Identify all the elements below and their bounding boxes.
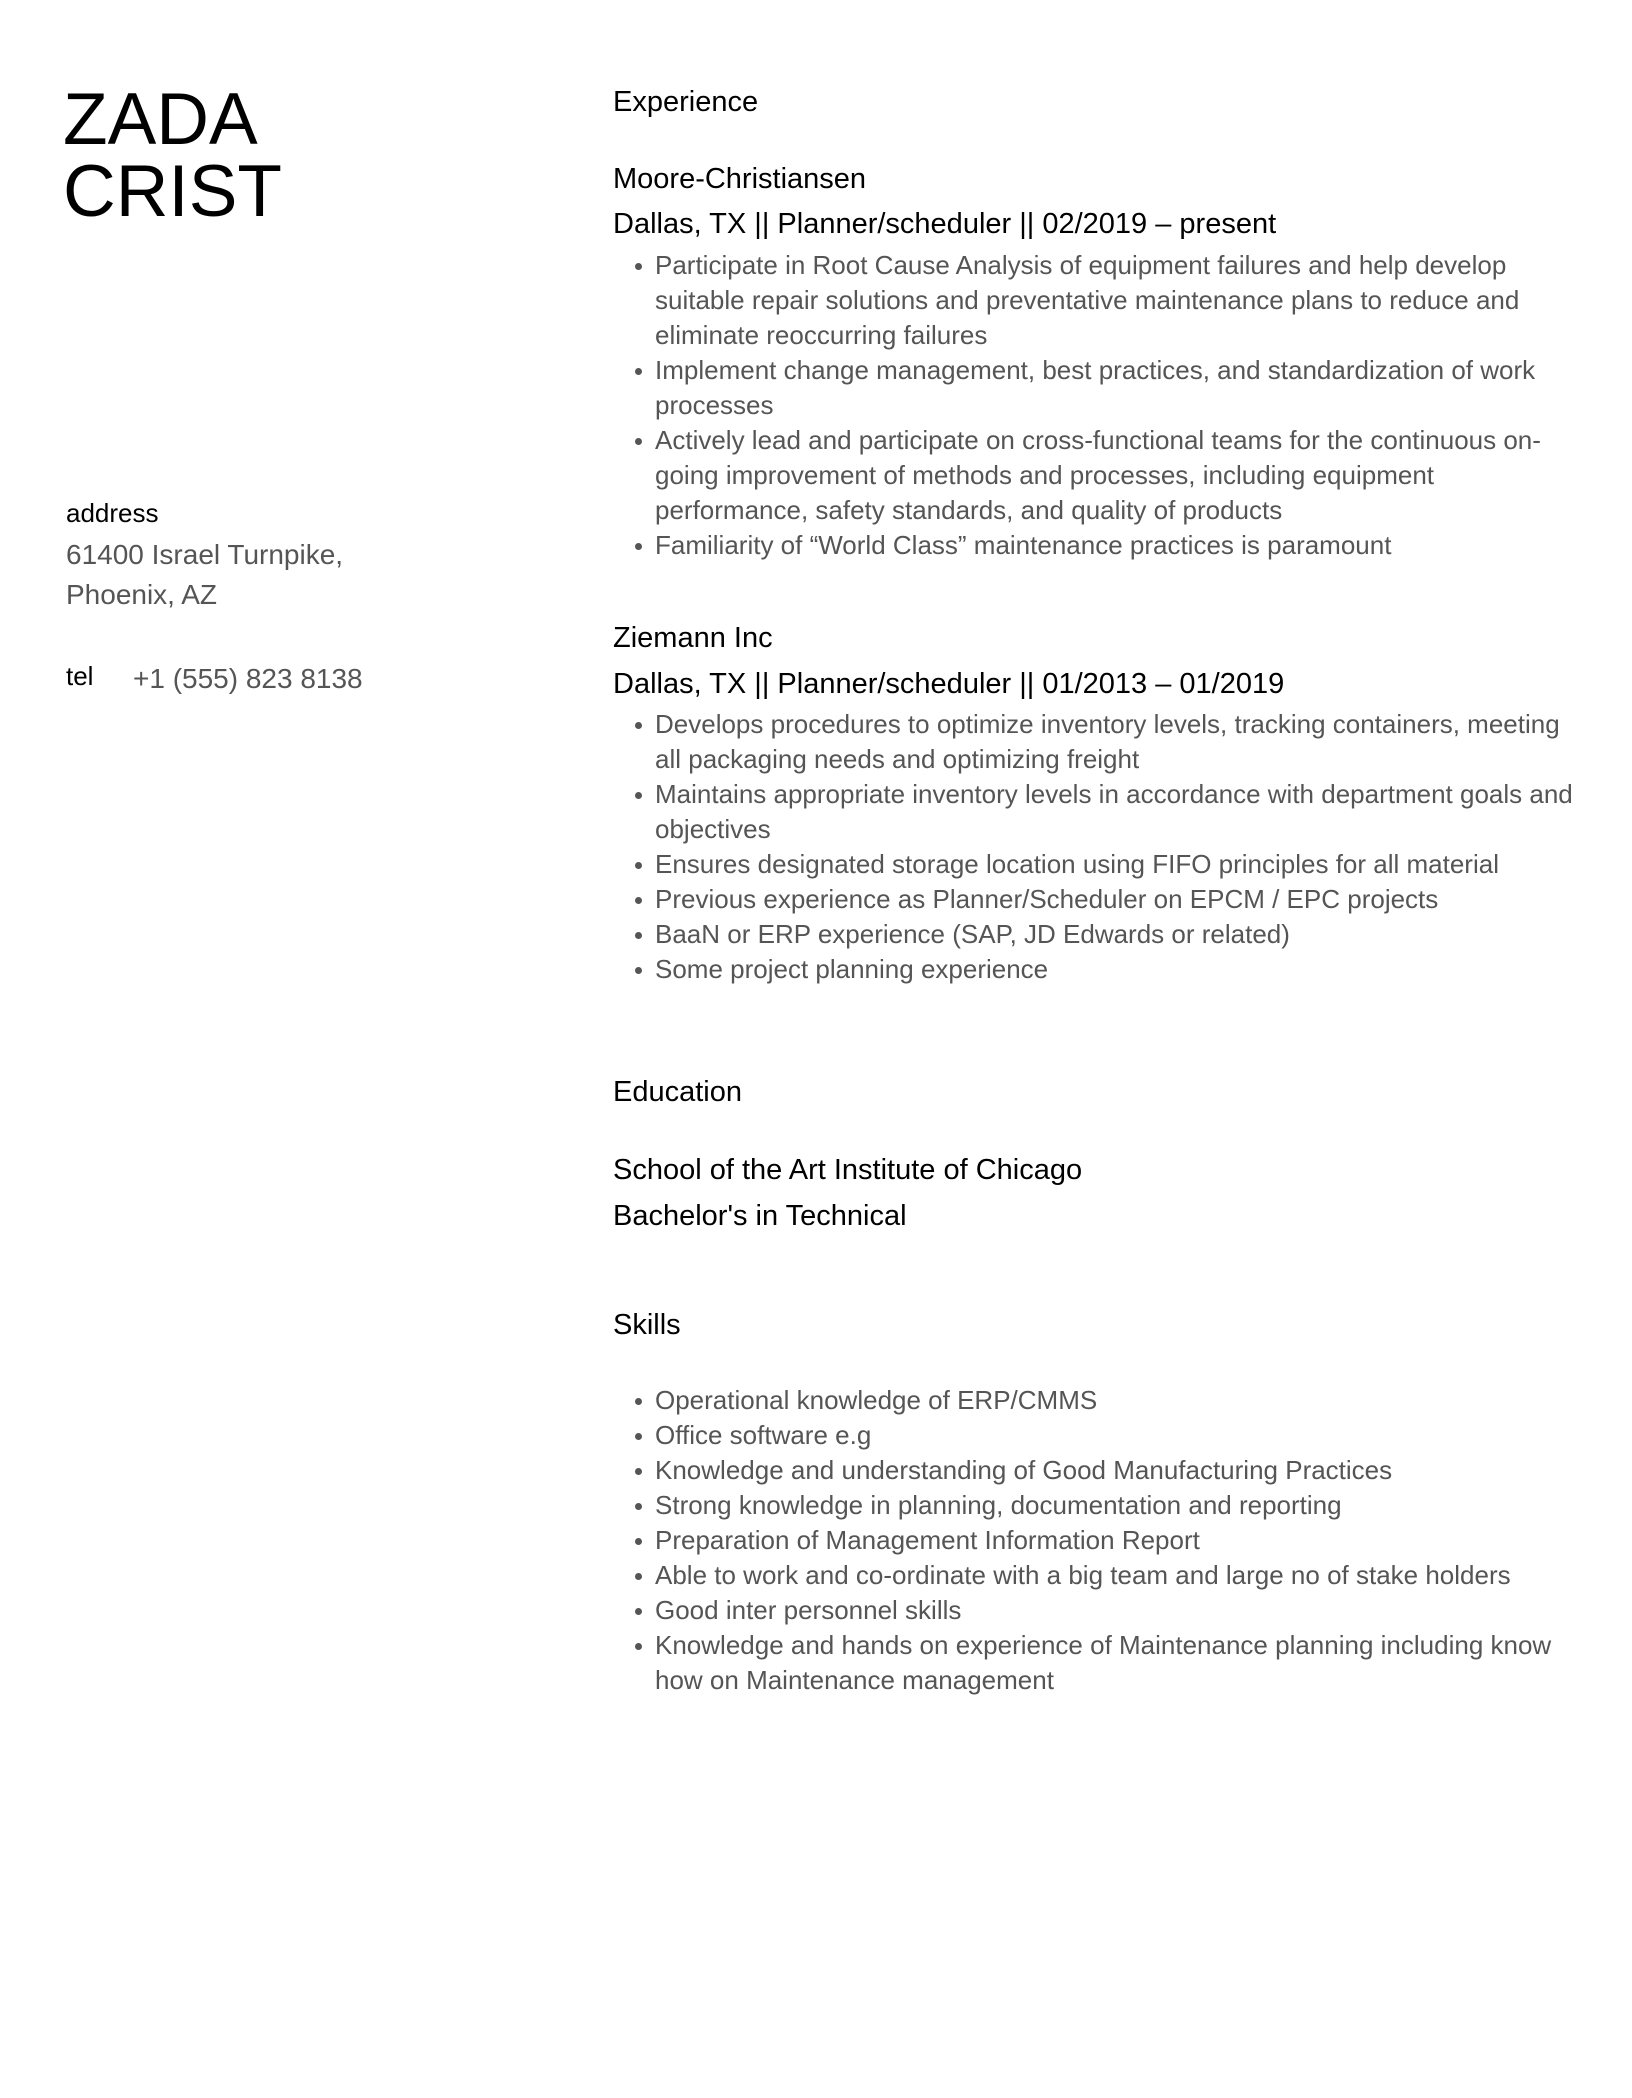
job-meta: Dallas, TX || Planner/scheduler || 01/2013 – 01/2019	[613, 668, 1285, 700]
education-heading: Education	[613, 1076, 742, 1108]
candidate-name	[63, 79, 282, 232]
job-bullets	[613, 707, 1573, 987]
tel-value: +1 (555) 823 8138	[133, 663, 363, 694]
experience-heading: Experience	[613, 86, 759, 118]
list-item: Participate in Root Cause Analysis of equipment failures and help develop suitable repair solutions and preventative maintenance plans to reduce and eliminate reoccurring failures	[613, 248, 1573, 353]
address-label: address	[66, 498, 159, 528]
job-company: Ziemann Inc	[613, 622, 773, 654]
address-line-1: 61400 Israel Turnpike,	[66, 539, 344, 570]
list-item: Some project planning experience	[613, 952, 1573, 987]
address-line-2: Phoenix, AZ	[66, 579, 217, 610]
job-company: Moore-Christiansen	[613, 163, 867, 195]
list-item: Actively lead and participate on cross-functional teams for the continuous on-going improvement of methods and processes, including equipment performance, safety standards, and quality of products	[613, 423, 1573, 528]
job-bullets	[613, 248, 1573, 563]
list-item: Able to work and co-ordinate with a big team and large no of stake holders	[613, 1558, 1573, 1593]
list-item: Implement change management, best practices, and standardization of work processes	[613, 353, 1573, 423]
list-item: Preparation of Management Information Report	[613, 1523, 1573, 1558]
list-item: Good inter personnel skills	[613, 1593, 1573, 1628]
list-item: Previous experience as Planner/Scheduler on EPCM / EPC projects	[613, 882, 1573, 917]
list-item: Ensures designated storage location using FIFO principles for all material	[613, 847, 1573, 882]
skills-list	[613, 1383, 1573, 1698]
list-item: Office software e.g	[613, 1418, 1573, 1453]
tel-row	[66, 663, 363, 695]
list-item: Knowledge and hands on experience of Maintenance planning including know how on Maintenance management	[613, 1628, 1573, 1698]
list-item: Knowledge and understanding of Good Manufacturing Practices	[613, 1453, 1573, 1488]
list-item: Operational knowledge of ERP/CMMS	[613, 1383, 1573, 1418]
last-name: CRIST	[63, 151, 282, 232]
list-item: BaaN or ERP experience (SAP, JD Edwards or related)	[613, 917, 1573, 952]
degree: Bachelor's in Technical	[613, 1200, 907, 1232]
list-item: Familiarity of “World Class” maintenance practices is paramount	[613, 528, 1573, 563]
tel-label: tel	[66, 661, 94, 691]
list-item: Strong knowledge in planning, documentation and reporting	[613, 1488, 1573, 1523]
skills-heading: Skills	[613, 1309, 681, 1341]
job-meta: Dallas, TX || Planner/scheduler || 02/2019 – present	[613, 208, 1277, 240]
list-item: Maintains appropriate inventory levels in accordance with department goals and objectives	[613, 777, 1573, 847]
school-name: School of the Art Institute of Chicago	[613, 1154, 1083, 1186]
list-item: Develops procedures to optimize inventory levels, tracking containers, meeting all packaging needs and optimizing freight	[613, 707, 1573, 777]
first-name: ZADA	[63, 79, 258, 160]
